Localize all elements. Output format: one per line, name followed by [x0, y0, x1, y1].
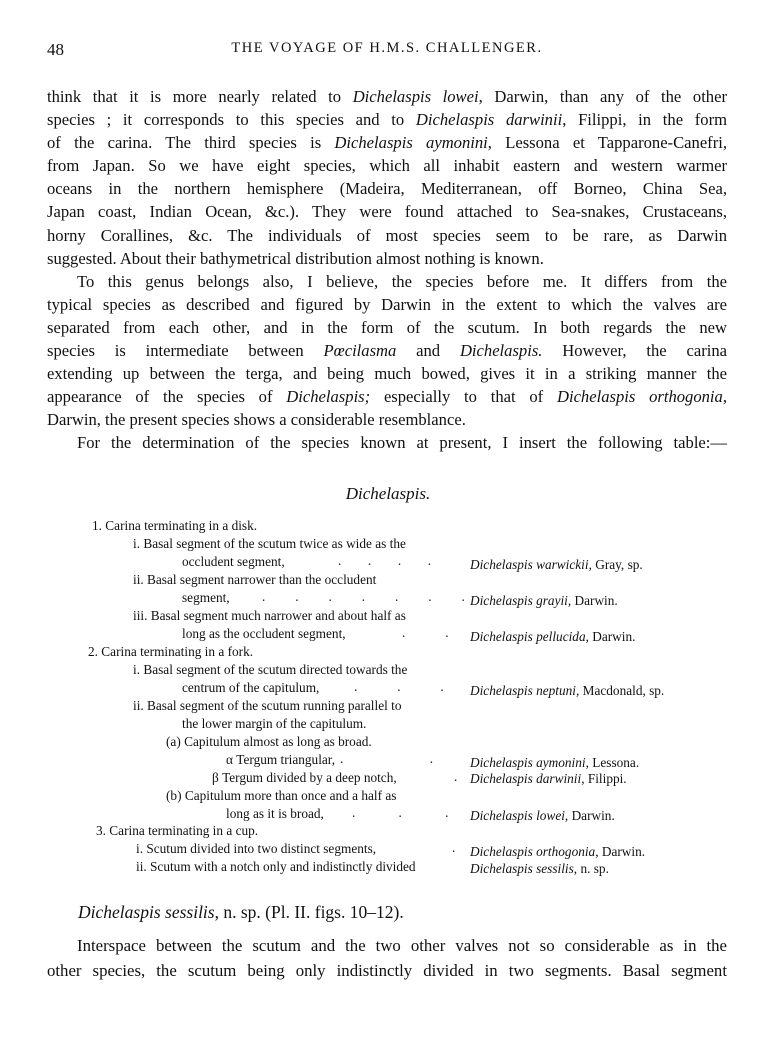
leader-dots: . . .	[354, 679, 444, 694]
species-name: Dichelaspis orthogonia	[556, 387, 723, 407]
key-row-result: Dichelaspis pellucida, Darwin.	[470, 629, 636, 644]
leader-dots: . . . .	[338, 553, 432, 568]
key-row-left: ii. Basal segment narrower than the occludent	[133, 572, 377, 587]
text-line: For the determination of the species known at present, I insert the following table:—	[77, 433, 727, 453]
text-line: from Japan. So we have eight species, which all inhabit eastern and western warmer	[47, 156, 727, 176]
text-line: Interspace between the scutum and the two other valves not so considerable as in the	[77, 936, 727, 955]
leader-dots: . . .	[352, 805, 449, 820]
species-heading-name: Dichelaspis sessilis	[78, 902, 215, 922]
key-row-result: Dichelaspis warwickii, Gray, sp.	[470, 557, 643, 572]
species-heading-rest: , n. sp. (Pl. II. figs. 10–12).	[214, 902, 404, 922]
key-row-left: iii. Basal segment much narrower and about half as	[133, 608, 406, 623]
key-row-result: Dichelaspis sessilis, n. sp.	[470, 861, 609, 876]
key-row-result: Dichelaspis darwinii, Filippi.	[470, 771, 627, 786]
leader-dots: .	[454, 769, 458, 784]
key-row-left: ii. Scutum with a notch only and indistinctly divided	[136, 859, 416, 874]
key-row-left: β Tergum divided by a deep notch,	[212, 770, 397, 785]
key-row-left: occludent segment,	[182, 554, 285, 569]
page-number: 48	[47, 40, 64, 59]
text-line: typical species as described and figured by Darwin in the extent to which the valves are	[47, 294, 727, 314]
text-line: species ; it corresponds to this species and to Dichelaspis darwinii, Filippi, in the form	[47, 110, 728, 130]
text-line: other species, the scutum being only indistinctly divided in two segments. Basal segment	[47, 961, 727, 980]
text-line: horny Corallines, &c. The individuals of most species seem to be rare, as Darwin	[47, 225, 727, 245]
leader-dots: .	[452, 840, 456, 855]
key-row-left: (a) Capitulum almost as long as broad.	[166, 734, 372, 749]
leader-dots: . .	[402, 625, 449, 640]
key-row-left: 2. Carina terminating in a fork.	[88, 644, 254, 659]
key-row-left: the lower margin of the capitulum.	[182, 716, 367, 731]
text-line: separated from each other, and in the form of the scutum. In both regards the new	[47, 317, 727, 337]
text-line: suggested. About their bathymetrical distribution almost nothing is known.	[47, 248, 544, 268]
key-row-left: 3. Carina terminating in a cup.	[96, 823, 259, 838]
text-line: extending up between the terga, and being much bowed, gives it in a striking manner the	[47, 364, 727, 384]
genus-name: Dichelaspis;	[286, 387, 371, 407]
text-line: of the carina. The third species is Dichelaspis aymonini, Lessona et Tapparone-Canefri,	[47, 133, 727, 153]
text-line: appearance of the species of Dichelaspis; especially to that of Dichelaspis orthogonia,	[47, 387, 727, 407]
key-row-left: long as it is broad,	[226, 806, 324, 821]
key-row-left: i. Basal segment of the scutum directed towards the	[133, 662, 408, 677]
key-row-left: segment,	[182, 590, 230, 605]
key-row-result: Dichelaspis lowei, Darwin.	[470, 808, 615, 823]
key-row-left: α Tergum triangular,	[226, 752, 336, 767]
key-row-left: ii. Basal segment of the scutum running parallel to	[133, 698, 402, 713]
text-line: oceans in the northern hemisphere (Madeira, Mediterranean, off Borneo, China Sea,	[47, 179, 727, 199]
genus-name: Dichelaspis.	[459, 341, 543, 361]
species-description	[47, 933, 727, 983]
species-name: Dichelaspis darwinii	[415, 110, 563, 130]
key-row-left: i. Basal segment of the scutum twice as wide as the	[133, 536, 406, 551]
text-line: Japan coast, Indian Ocean, &c.). They were found attached to Sea-snakes, Crustaceans,	[47, 202, 727, 222]
text-line: Darwin, the present species shows a considerable resemblance.	[47, 410, 466, 430]
text-line: species is intermediate between Pœcilasma and Dichelaspis. However, the carina	[47, 341, 728, 361]
species-heading	[78, 902, 404, 923]
key-row-result: Dichelaspis neptuni, Macdonald, sp.	[470, 683, 665, 698]
species-name: Dichelaspis aymonini	[334, 133, 488, 153]
key-row-left: centrum of the capitulum,	[182, 680, 320, 695]
key-title: Dichelaspis.	[345, 484, 431, 503]
key-row-left: long as the occludent segment,	[182, 626, 346, 641]
genus-name: Pœcilasma	[323, 341, 397, 361]
key-row-left: i. Scutum divided into two distinct segments,	[136, 841, 377, 856]
key-row-result: Dichelaspis grayii, Darwin.	[470, 593, 618, 608]
text-line: To this genus belongs also, I believe, the species before me. It differs from the	[77, 271, 727, 291]
key-row-result: Dichelaspis orthogonia, Darwin.	[470, 844, 646, 859]
species-name: Dichelaspis lowei	[352, 87, 479, 106]
key-row-result: Dichelaspis aymonini, Lessona.	[470, 755, 640, 770]
leader-dots: . . . . . . .	[262, 589, 465, 604]
running-title: THE VOYAGE OF H.M.S. CHALLENGER.	[231, 40, 543, 56]
key-row-left: (b) Capitulum more than once and a half as	[166, 788, 397, 803]
leader-dots: . .	[340, 751, 434, 766]
key-row-left: 1. Carina terminating in a disk.	[92, 518, 258, 533]
text-line: think that it is more nearly related to Dichelaspis lowei, Darwin, than any of the other	[47, 87, 727, 106]
